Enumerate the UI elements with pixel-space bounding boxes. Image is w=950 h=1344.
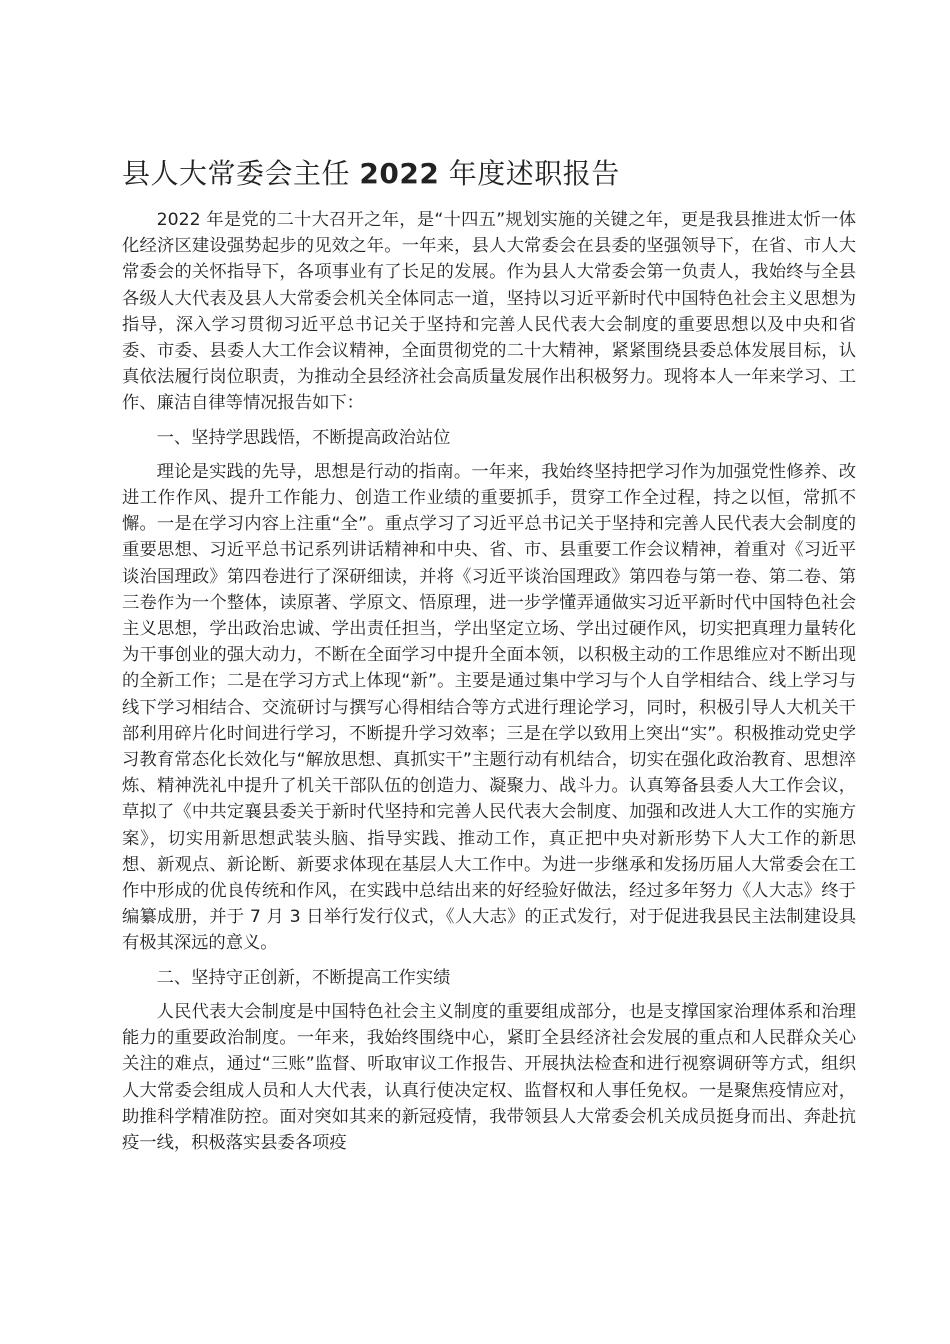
- document-title: [122, 150, 856, 198]
- section-2-heading: 二、坚持守正创新，不断提高工作实绩: [156, 967, 451, 988]
- section-1-heading: 一、坚持学思践悟，不断提高政治站位: [156, 427, 451, 448]
- intro-paragraph: 2022 年是党的二十大召开之年，是“十四五”规划实施的关键之年，更是我县推进太忻一体化经济区建设强势起步的见效之年。一年来，县人大常委会在县委的坚强领导下，在省、市人大常委会的关怀指导下，各项事业有了长足的发展。作为县人大常委会第一负责人，我始终与全县各级人大代表及县人大常委会机关全体同志一道，坚持以习近平新时代中国特色社会主义思想为指导，深入学习贯彻习近平总书记关于坚持和完善人民代表大会制度的重要思想以及中央和省委、市委、县委人大工作会议精神，全面贯彻党的二十大精神，紧紧围绕县委总体发展目标，认真依法履行岗位职责，为推动全县经济社会高质量发展作出积极努力。现将本人一年来学习、工作、廉洁自律等情况报告如下：: [122, 210, 856, 414]
- section-2-body: 人民代表大会制度是中国特色社会主义制度的重要组成部分，也是支撑国家治理体系和治理能力的重要政治制度。一年来，我始终围绕中心，紧盯全县经济社会发展的重点和人民群众关心关注的难点，通过“三账”监督、听取审议工作报告、开展执法检查和进行视察调研等方式，组织人大常委会组成人员和人大代表，认真行使决定权、监督权和人事任免权。一是聚焦疫情应对，助推科学精准防控。面对突如其来的新冠疫情，我带领县人大常委会机关成员挺身而出、奔赴抗疫一线，积极落实县委各项疫: [122, 1001, 856, 1153]
- document-page: [122, 150, 856, 1156]
- section-1-body: 理论是实践的先导，思想是行动的指南。一年来，我始终坚持把学习作为加强党性修养、改进工作作风、提升工作能力、创造工作业绩的重要抓手，贯穿工作全过程，持之以恒，常抓不懈。一是在学习内容上注重“全”。重点学习了习近平总书记关于坚持和完善人民代表大会制度的重要思想、习近平总书记系列讲话精神和中央、省、市、县重要工作会议精神，着重对《习近平谈治国理政》第四卷进行了深研细读，并将《习近平谈治国理政》第四卷与第一卷、第二卷、第三卷作为一个整体，读原著、学原文、悟原理，进一步学懂弄通做实习近平新时代中国特色社会主义思想，学出政治忠诚、学出责任担当，学出坚定立场、学出过硬作风，切实把真理力量转化为干事创业的强大动力，不断在全面学习中提升全面本领，以积极主动的工作思维应对不断出现的全新工作；二是在学习方式上体现“新”。主要是通过集中学习与个人自学相结合、线上学习与线下学习相结合、交流研讨与撰写心得相结合等方式进行理论学习，同时，积极引导人大机关干部利用碎片化时间进行学习，不断提升学习效率；三是在学以致用上突出“实”。积极推动党史学习教育常态化长效化与“解放思想、真抓实干”主题行动有机结合，切实在强化政治教育、思想淬炼、精神洗礼中提升了机关干部队伍的创造力、凝聚力、战斗力。认真筹备县委人大工作会议，草拟了《中共定襄县委关于新时代坚持和完善人民代表大会制度、加强和改进人大工作的实施方案》，切实用新思想武装头脑、指导实践、推动工作，真正把中央对新形势下人大工作的新思想、新观点、新论断、新要求体现在基层人大工作中。为进一步继承和发扬历届人大常委会在工作中形成的优良传统和作风，在实践中总结出来的好经验好做法，经过多年努力《人大志》终于编纂成册，并于 7 月 3 日举行发行仪式，《人大志》的正式发行，对于促进我县民主法制建设具有极其深远的意义。: [122, 461, 856, 954]
- title-part-a: 县人大常委会主任: [122, 157, 360, 190]
- title-part-b: 年度述职报告: [439, 157, 620, 190]
- title-year: 2022: [359, 157, 440, 190]
